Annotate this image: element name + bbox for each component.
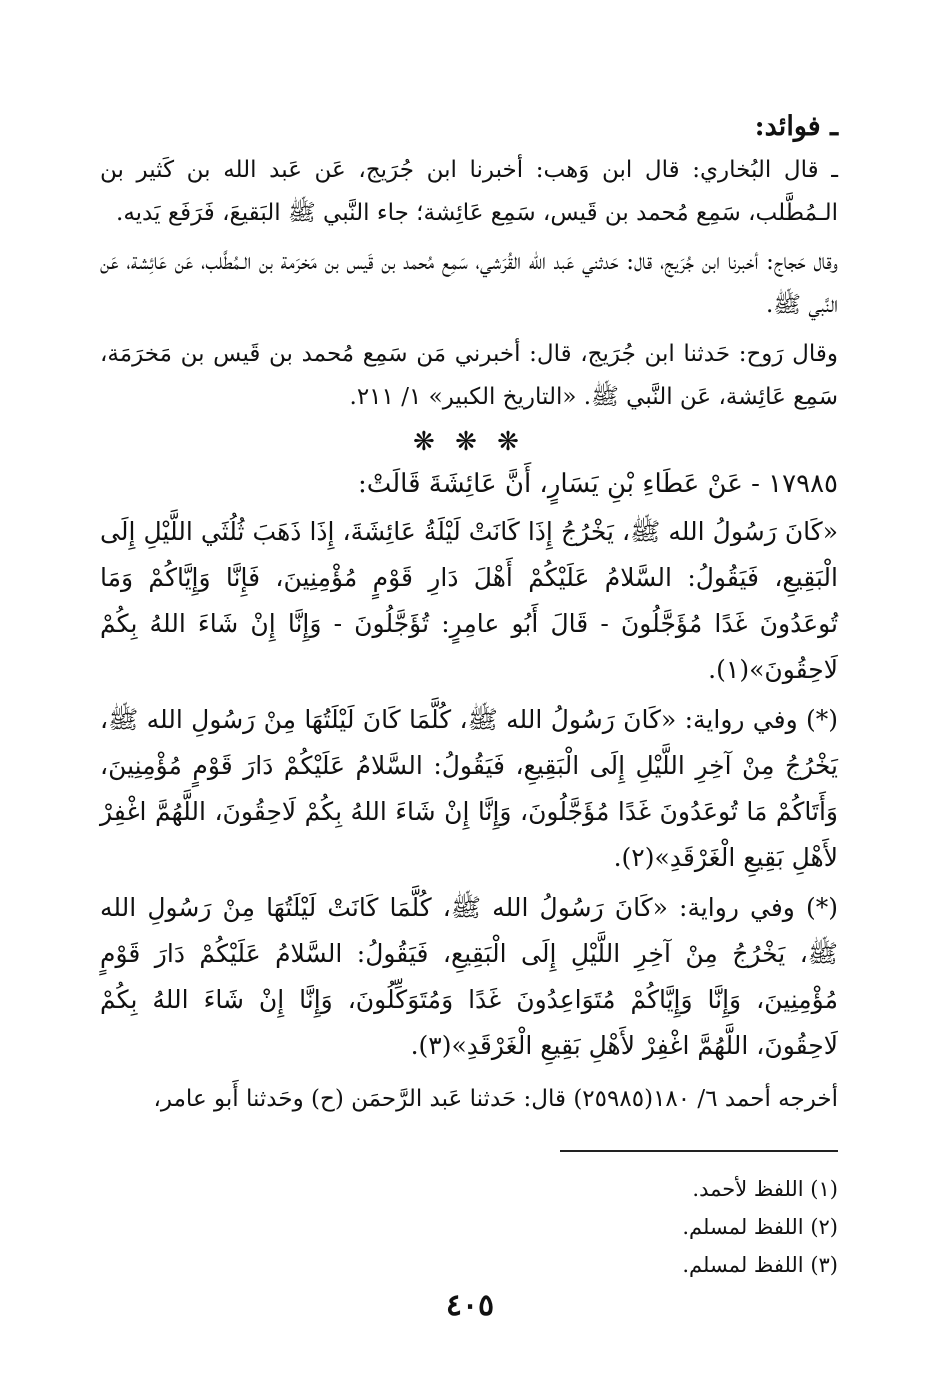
page-number: ٤٠٥	[445, 1288, 495, 1323]
footnote-3: (٣) اللفظ لمسلم.	[682, 1253, 838, 1277]
takhrij-paragraph: أخرجه أحمد ٦/ ١٨٠(٢٥٩٨٥) قال: حَدثنا عَبد الرَّحمَن (ح) وحَدثنا أَبو عامر،	[153, 1086, 838, 1112]
fawaid-paragraph-bukhari: ـ قال البُخاري: قال ابن وَهب: أخبرنا ابن جُرَيج، عَن عَبد الله بن كَثير بن الـمُطَّلب، سَمِع مُحمد بن قَيس، سَمِع عَائِشة؛ جاء النَّبي ﷺ البَقيعَ، فَرَفَع يَديه.	[100, 157, 838, 226]
page-body	[100, 105, 838, 1121]
fawaid-paragraph-rawh: وقال رَوح: حَدثنا ابن جُرَيج، قال: أخبرني مَن سَمِع مُحمد بن قَيس بن مَخرَمَة، سَمِع عَائِشة، عَن النَّبي ﷺ. «التاريخ الكبير» ١/ ٢١١.	[100, 341, 838, 410]
section-heading-fawaid: ـ فوائد:	[754, 111, 838, 142]
riwaya-paragraph-2: (*) وفي رواية: «كَانَ رَسُولُ الله ﷺ، كُلَّمَا كَانَتْ لَيْلَتُهَا مِنْ رَسُولِ الله ﷺ، يَخْرُجُ مِنْ آخِرِ اللَّيْلِ إِلَى الْبَقِيعِ، فَيَقُولُ: السَّلامُ عَلَيْكُمْ دَارَ قَوْمٍ مُؤْمِنِينَ، وَإِنَّا وَإِيَّاكُمْ مُتَوَاعِدُونَ غَدًا وَمُتَوَكِّلُونَ، وَإِنَّا إِنْ شَاءَ اللهُ بِكُمْ لَاحِقُونَ، اللَّهُمَّ اغْفِرْ لأَهْلِ بَقِيعِ الْغَرْقَدِ»(٣).	[100, 893, 838, 1060]
footnote-1: (١) اللفظ لأحمد.	[692, 1177, 838, 1201]
hadith-header: ١٧٩٨٥ - عَنْ عَطَاءِ بْنِ يَسَارٍ، أَنَّ عَائِشَةَ قَالَتْ:	[357, 469, 838, 499]
section-separator: ❋ ❋ ❋	[413, 427, 525, 457]
riwaya-paragraph-1: (*) وفي رواية: «كَانَ رَسُولُ الله ﷺ، كُلَّمَا كَانَ لَيْلَتُهَا مِنْ رَسُولِ الله ﷺ، يَخْرُجُ مِنْ آخِرِ اللَّيْلِ إِلَى الْبَقِيعِ، فَيَقُولُ: السَّلامُ عَلَيْكُمْ دَارَ قَوْمٍ مُؤْمِنِينَ، وَأَتَاكُمْ مَا تُوعَدُونَ غَدًا مُؤَجَّلُونَ، وَإِنَّا إِنْ شَاءَ اللهُ بِكُمْ لَاحِقُونَ، اللَّهُمَّ اغْفِرْ لأَهْلِ بَقِيعِ الْغَرْقَدِ»(٢).	[100, 705, 838, 872]
footnotes	[400, 1170, 838, 1284]
fawaid-paragraph-hajjaj: وقال حَجاج: أخبرنا ابن جُرَيج، قال: حَدثني عَبد الله القُرَشي، سَمِع مُحمد بن قَيس بن مَخرَمة بن الـمُطَّلب، عَن عَائِشة، عَن النَّبي ﷺ.	[100, 249, 838, 318]
footnote-2: (٢) اللفظ لمسلم.	[682, 1215, 838, 1239]
footnote-divider	[560, 1150, 838, 1152]
hadith-text: «كَانَ رَسُولُ الله ﷺ، يَخْرُجُ إِذَا كَانَتْ لَيْلَةُ عَائِشَةَ، إِذَا ذَهَبَ ثُلُثَي اللَّيْلِ إِلَى الْبَقِيعِ، فَيَقُولُ: السَّلامُ عَلَيْكُمْ أَهْلَ دَارِ قَوْمٍ مُؤْمِنِينَ، فَإِنَّا وَإِيَّاكُمْ وَمَا تُوعَدُونَ غَدًا مُؤَجَّلُونَ - قَالَ أَبُو عامِرٍ: تُؤَجَّلُونَ - وَإِنَّا إِنْ شَاءَ اللهُ بِكُمْ لَاحِقُونَ»(١).	[100, 517, 838, 684]
